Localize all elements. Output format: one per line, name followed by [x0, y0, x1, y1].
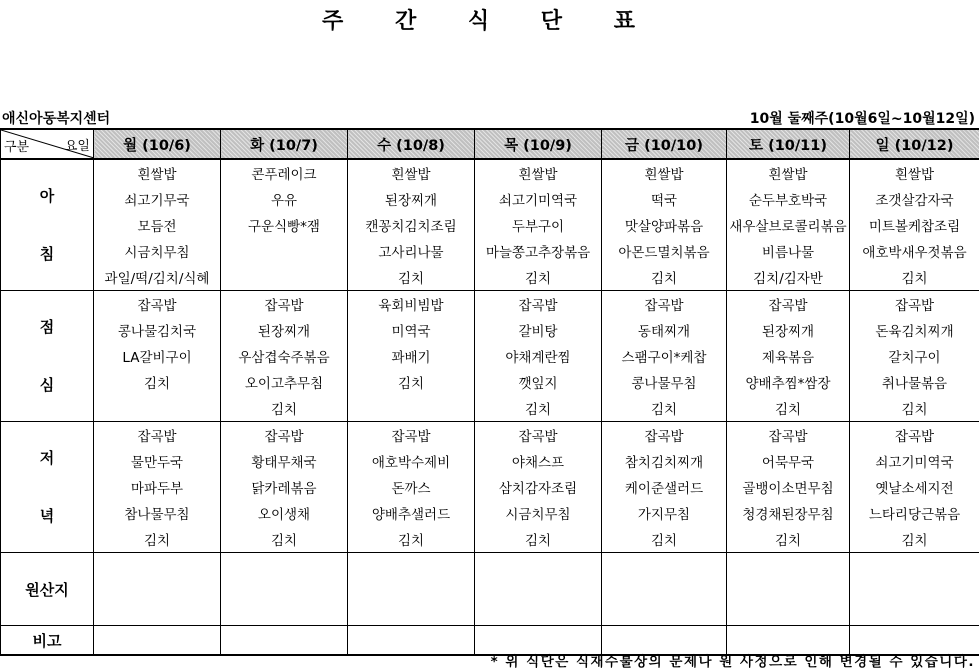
menu-item: 케이준샐러드 [602, 474, 727, 500]
menu-item: 잡곡밥 [475, 422, 602, 449]
menu-item: 양배추샐러드 [348, 500, 475, 526]
remarks-cell [94, 626, 221, 656]
dinner-row [1, 526, 979, 553]
menu-item: 김치 [348, 526, 475, 553]
menu-item: 흰쌀밥 [348, 159, 475, 186]
menu-item: 동태찌개 [602, 317, 727, 343]
menu-item: 김치 [94, 369, 221, 395]
menu-item: 황태무채국 [221, 448, 348, 474]
menu-item: 떡국 [602, 186, 727, 212]
menu-item: 흰쌀밥 [94, 159, 221, 186]
lunch-label [1, 291, 94, 422]
menu-item: 잡곡밥 [727, 422, 850, 449]
menu-item: 쇠고기무국 [94, 186, 221, 212]
menu-item: 시금치무침 [94, 238, 221, 264]
breakfast-label [1, 159, 94, 291]
menu-item: 김치 [348, 369, 475, 395]
menu-item: 구운식빵*잼 [221, 212, 348, 238]
menu-item: 김치 [221, 395, 348, 422]
menu-item: 청경채된장무침 [727, 500, 850, 526]
day-header: 토 (10/11) [727, 129, 850, 159]
menu-item: 잡곡밥 [850, 422, 979, 449]
corner-label-category: 구분 [4, 136, 29, 155]
menu-item: 모듬전 [94, 212, 221, 238]
menu-item: 캔꽁치김치조림 [348, 212, 475, 238]
menu-item: 김치 [602, 395, 727, 422]
menu-item: 가지무침 [602, 500, 727, 526]
menu-item: 김치 [348, 264, 475, 291]
menu-item [221, 264, 348, 291]
menu-item: 잡곡밥 [727, 291, 850, 318]
menu-item: 잡곡밥 [850, 291, 979, 318]
menu-item: 애호박수제비 [348, 448, 475, 474]
menu-item: 김치 [475, 395, 602, 422]
menu-item: 잡곡밥 [475, 291, 602, 318]
menu-item: 잡곡밥 [94, 422, 221, 449]
menu-item: 된장찌개 [348, 186, 475, 212]
menu-item: 콘푸레이크 [221, 159, 348, 186]
menu-item: 돈육김치찌개 [850, 317, 979, 343]
menu-item: 흰쌀밥 [850, 159, 979, 186]
menu-item: 꽈배기 [348, 343, 475, 369]
menu-item [94, 395, 221, 422]
breakfast-row [1, 159, 979, 186]
origin-row [1, 553, 979, 626]
menu-item: 잡곡밥 [348, 422, 475, 449]
menu-item: 김치 [94, 526, 221, 553]
menu-item: 잡곡밥 [221, 291, 348, 318]
menu-item: 우삼겹숙주볶음 [221, 343, 348, 369]
origin-cell [602, 553, 727, 626]
meal-label-bottom: 녁 [1, 487, 93, 545]
menu-item: 골뱅이소면무침 [727, 474, 850, 500]
dinner-row [1, 448, 979, 474]
menu-item: 잡곡밥 [94, 291, 221, 318]
menu-item: 김치 [850, 395, 979, 422]
menu-item: 조갯살감자국 [850, 186, 979, 212]
organization-name: 애신아동복지센터 [2, 108, 110, 128]
page-title: 주 간 식 단 표 [0, 4, 979, 35]
origin-cell [348, 553, 475, 626]
lunch-row [1, 291, 979, 318]
day-header: 일 (10/12) [850, 129, 979, 159]
day-header: 금 (10/10) [602, 129, 727, 159]
menu-item: 옛날소세지전 [850, 474, 979, 500]
breakfast-row [1, 238, 979, 264]
origin-cell [94, 553, 221, 626]
menu-item: 오이생채 [221, 500, 348, 526]
menu-item: 야채스프 [475, 448, 602, 474]
menu-item: 참치김치찌개 [602, 448, 727, 474]
menu-item: 쇠고기미역국 [850, 448, 979, 474]
menu-item: 흰쌀밥 [602, 159, 727, 186]
menu-item: 취나물볶음 [850, 369, 979, 395]
menu-item: 갈치구이 [850, 343, 979, 369]
breakfast-row [1, 186, 979, 212]
menu-item: 된장찌개 [727, 317, 850, 343]
header-corner-cell [1, 129, 94, 159]
menu-item: 김치 [475, 264, 602, 291]
dinner-row [1, 500, 979, 526]
menu-item: 김치 [850, 526, 979, 553]
menu-item: 애호박새우젓볶음 [850, 238, 979, 264]
meal-label-top: 점 [1, 298, 93, 356]
menu-item: 아몬드멸치볶음 [602, 238, 727, 264]
menu-item: 김치 [727, 526, 850, 553]
menu-item: 콩나물무침 [602, 369, 727, 395]
menu-item [348, 395, 475, 422]
day-header: 화 (10/7) [221, 129, 348, 159]
lunch-row [1, 343, 979, 369]
menu-item: 오이고추무침 [221, 369, 348, 395]
menu-item: 시금치무침 [475, 500, 602, 526]
menu-item: 갈비탕 [475, 317, 602, 343]
menu-item [221, 238, 348, 264]
menu-item: 쇠고기미역국 [475, 186, 602, 212]
meal-label-bottom: 침 [1, 225, 93, 283]
origin-cell [475, 553, 602, 626]
menu-item: 순두부호박국 [727, 186, 850, 212]
menu-item: 김치 [727, 395, 850, 422]
menu-item: 고사리나물 [348, 238, 475, 264]
menu-item: 스팸구이*케찹 [602, 343, 727, 369]
menu-item: 어묵무국 [727, 448, 850, 474]
menu-item: 김치 [602, 526, 727, 553]
meal-label-top: 아 [1, 167, 93, 225]
menu-item: 흰쌀밥 [475, 159, 602, 186]
menu-item: 우유 [221, 186, 348, 212]
menu-item: 새우살브로콜리볶음 [727, 212, 850, 238]
menu-item: 육회비빔밥 [348, 291, 475, 318]
dinner-label [1, 422, 94, 553]
week-label: 10월 둘째주(10월6일~10월12일) [750, 108, 975, 128]
meal-label-top: 저 [1, 429, 93, 487]
menu-item: 마늘쫑고추장볶음 [475, 238, 602, 264]
menu-item: 잡곡밥 [602, 291, 727, 318]
day-header: 목 (10/9) [475, 129, 602, 159]
origin-cell [850, 553, 979, 626]
menu-item: 미트볼케찹조림 [850, 212, 979, 238]
menu-item: 삼치감자조림 [475, 474, 602, 500]
lunch-row [1, 317, 979, 343]
menu-item: 마파두부 [94, 474, 221, 500]
menu-item: 과일/떡/김치/식혜 [94, 264, 221, 291]
origin-cell [221, 553, 348, 626]
weekly-menu-table [0, 128, 979, 656]
corner-label-day: 요일 [65, 135, 90, 154]
menu-item: 김치 [850, 264, 979, 291]
menu-item: 된장찌개 [221, 317, 348, 343]
menu-item: 깻잎지 [475, 369, 602, 395]
menu-item: 물만두국 [94, 448, 221, 474]
breakfast-row [1, 264, 979, 291]
origin-label: 원산지 [1, 553, 94, 626]
origin-cell [727, 553, 850, 626]
footer-note: * 위 식단은 식재수불상의 문제나 원 사정으로 인해 변경될 수 있습니다. [491, 650, 975, 670]
dinner-row [1, 474, 979, 500]
menu-item: 제육볶음 [727, 343, 850, 369]
menu-item: 잡곡밥 [221, 422, 348, 449]
day-header: 월 (10/6) [94, 129, 221, 159]
menu-item: 잡곡밥 [602, 422, 727, 449]
menu-item: 참나물무침 [94, 500, 221, 526]
menu-item: 느타리당근볶음 [850, 500, 979, 526]
menu-item: 김치 [602, 264, 727, 291]
menu-item: 김치 [475, 526, 602, 553]
menu-item: 돈까스 [348, 474, 475, 500]
menu-item: 김치/김자반 [727, 264, 850, 291]
remarks-label: 비고 [1, 626, 94, 656]
menu-item: 양배추찜*쌈장 [727, 369, 850, 395]
menu-item: 맛살양파볶음 [602, 212, 727, 238]
menu-item: 미역국 [348, 317, 475, 343]
menu-item: 흰쌀밥 [727, 159, 850, 186]
table-header-row [1, 129, 979, 159]
menu-item: 김치 [221, 526, 348, 553]
menu-item: 야채계란찜 [475, 343, 602, 369]
remarks-cell [348, 626, 475, 656]
menu-item: 닭카레볶음 [221, 474, 348, 500]
menu-item: 비름나물 [727, 238, 850, 264]
menu-item: LA갈비구이 [94, 343, 221, 369]
remarks-cell [221, 626, 348, 656]
lunch-row [1, 395, 979, 422]
day-header: 수 (10/8) [348, 129, 475, 159]
lunch-row [1, 369, 979, 395]
dinner-row [1, 422, 979, 449]
menu-item: 두부구이 [475, 212, 602, 238]
breakfast-row [1, 212, 979, 238]
menu-item: 콩나물김치국 [94, 317, 221, 343]
meal-label-bottom: 심 [1, 356, 93, 414]
